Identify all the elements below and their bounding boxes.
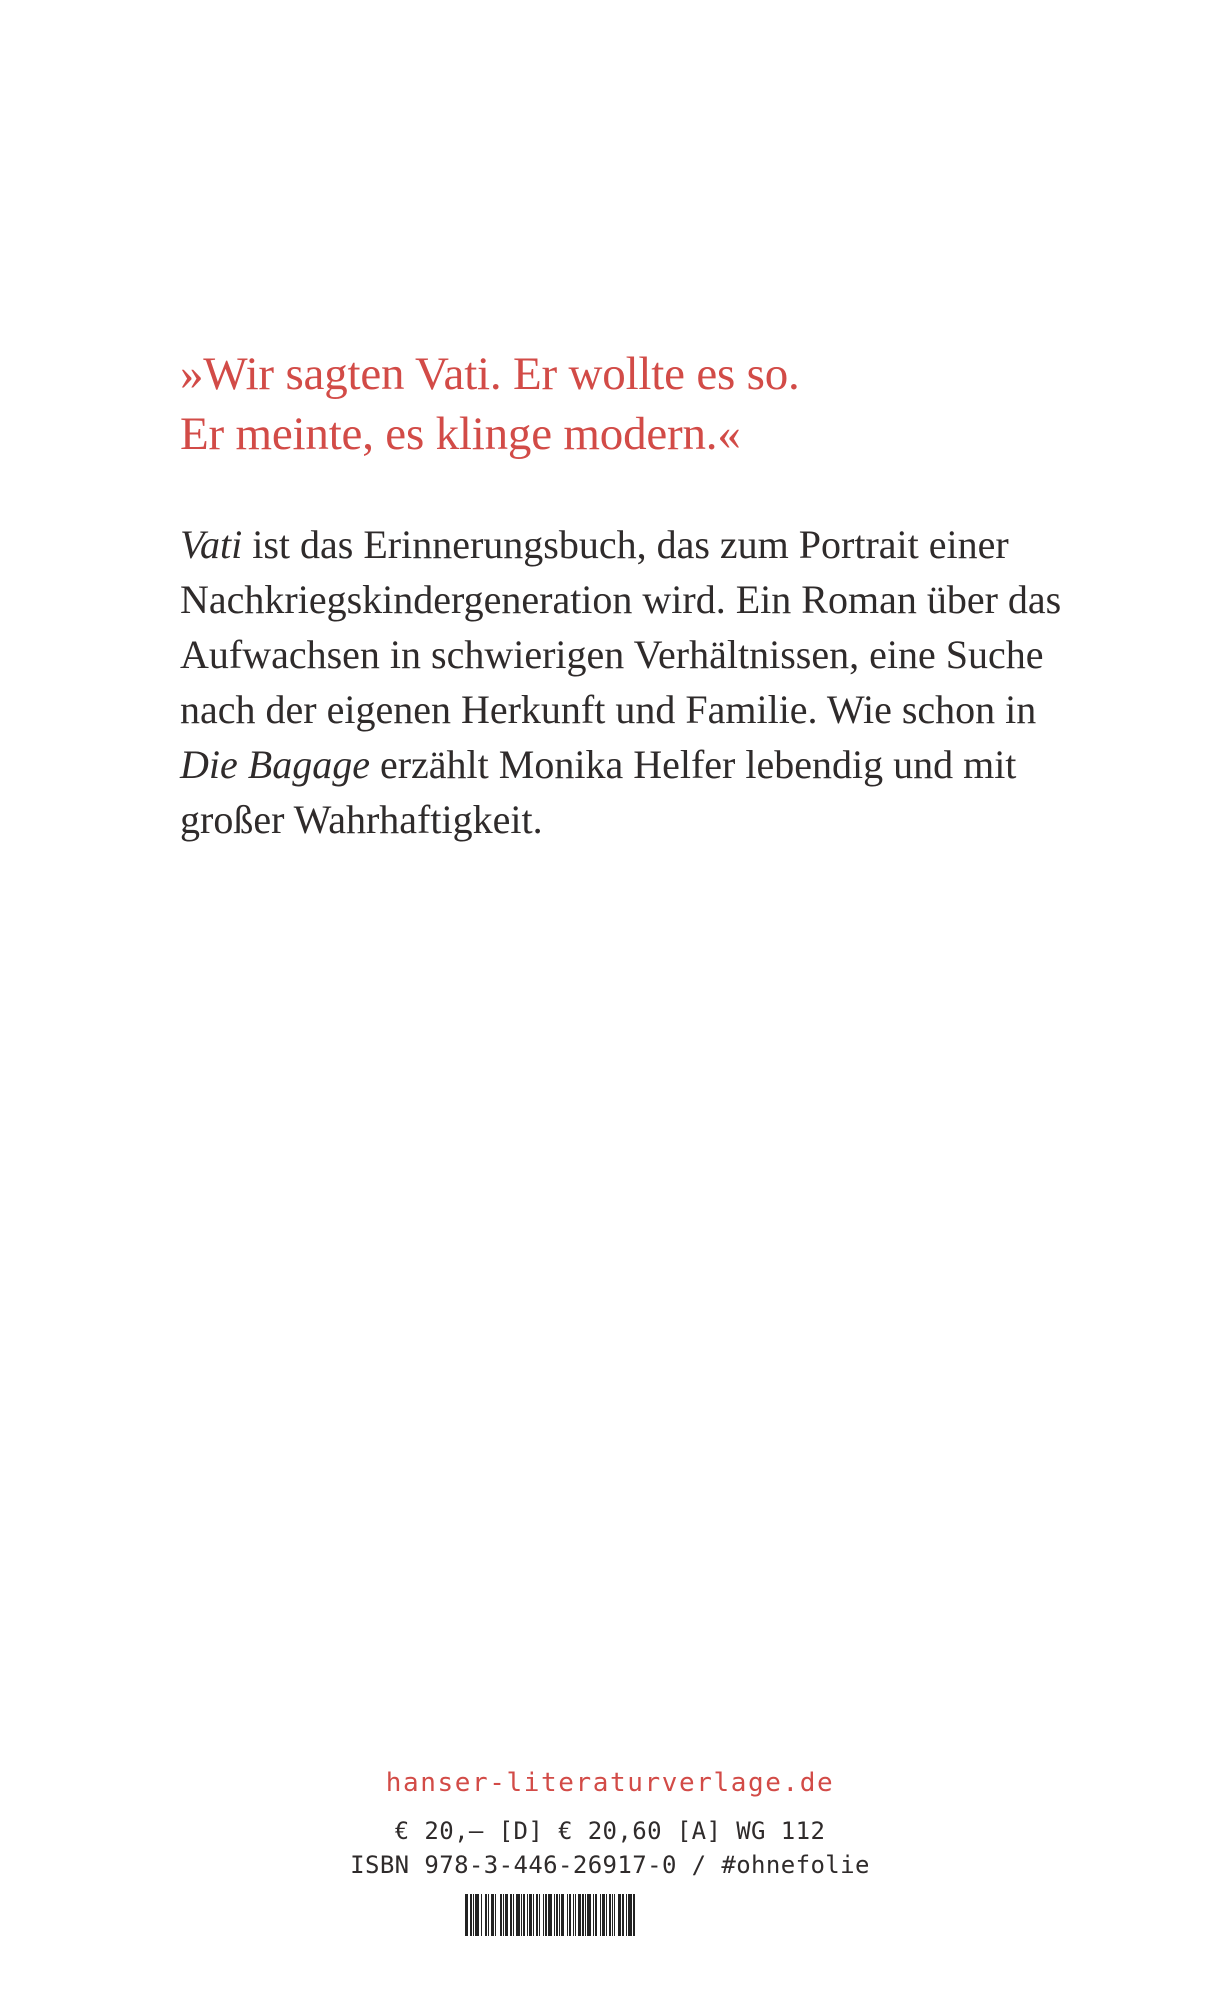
barcode-bar [585,1894,586,1936]
barcode-bar [529,1894,532,1936]
barcode-bar [556,1894,558,1936]
barcode-bar [533,1894,534,1936]
barcode-bar [575,1894,576,1936]
barcode-bar [587,1894,591,1936]
barcode-bar [465,1894,468,1936]
barcode-bar [473,1894,474,1936]
barcode-bar [567,1894,568,1936]
price-line: € 20,– [D] € 20,60 [A] WG 112 [394,1817,826,1845]
blurb-line-5 [180,737,1080,792]
barcode-bar [593,1894,594,1936]
barcode-bar [606,1894,607,1936]
blurb-line-1-text: ist das Erinnerungsbuch, das zum Portrait einer [242,522,1009,567]
barcode-bar [600,1894,601,1936]
book-blurb [180,517,1080,847]
blurb-line-6: großer Wahrhaftigkeit. [180,797,543,842]
barcode-graphic [465,1894,755,1936]
barcode-bar [614,1894,615,1936]
barcode-bar [548,1894,552,1936]
barcode-bar [626,1894,627,1936]
blurb-line-3: Aufwachsen in schwierigen Verhältnissen, eine Suche [180,632,1044,677]
barcode-bar [510,1894,512,1936]
barcode-bar [618,1894,621,1936]
barcode-bar [527,1894,528,1936]
barcode-bar [628,1894,632,1936]
barcode-bar [475,1894,479,1936]
barcode-bar [602,1894,605,1936]
barcode-bar [513,1894,514,1936]
barcode-bar [543,1894,544,1936]
barcode-bar [582,1894,584,1936]
blurb-line-4: nach der eigenen Herkunft und Familie. Wie schon in [180,687,1037,732]
blurb-line-1 [180,517,1080,572]
barcode-bar [573,1894,574,1936]
barcode-bar [554,1894,555,1936]
barcode [0,1894,1220,1936]
barcode-bar [633,1894,635,1936]
quote-line-2: Er meinte, es klinge modern.« [180,408,741,460]
barcode-bar [485,1894,487,1936]
book-title-vati: Vati [180,522,243,567]
barcode-bar [545,1894,547,1936]
barcode-bar [609,1894,611,1936]
barcode-bar [612,1894,613,1936]
barcode-bar [470,1894,472,1936]
barcode-bar [500,1894,502,1936]
cover-quote [180,344,1080,464]
barcode-bar [578,1894,581,1936]
barcode-bar [569,1894,571,1936]
barcode-bar [481,1894,482,1936]
barcode-bar [488,1894,489,1936]
barcode-bar [539,1894,540,1936]
barcode-bar [521,1894,522,1936]
barcode-bar [495,1894,496,1936]
blurb-line-2: Nachkriegskindergeneration wird. Ein Roman über das [180,577,1062,622]
barcode-bar [523,1894,525,1936]
barcode-bar [622,1894,624,1936]
barcode-bar [595,1894,597,1936]
barcode-bar [491,1894,494,1936]
book-title-die-bagage: Die Bagage [180,742,370,787]
publisher-website: hanser-literaturverlage.de [385,1768,835,1798]
blurb-line-5-text: erzählt Monika Helfer lebendig und mit [369,742,1017,787]
isbn-line: ISBN 978-3-446-26917-0 / #ohnefolie [350,1851,870,1879]
quote-line-1: »Wir sagten Vati. Er wollte es so. [180,348,800,400]
barcode-bar [505,1894,508,1936]
barcode-bar [503,1894,504,1936]
barcode-bar [559,1894,560,1936]
barcode-bar [561,1894,564,1936]
barcode-bar [516,1894,520,1936]
barcode-bar [536,1894,538,1936]
